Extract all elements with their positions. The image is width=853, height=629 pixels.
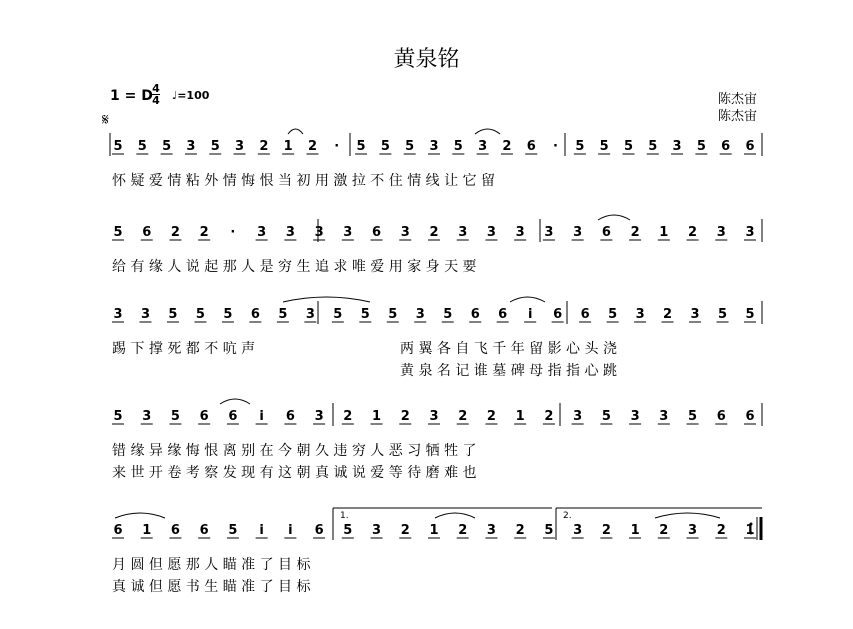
note: 3 <box>142 409 152 424</box>
note: 5 <box>696 139 706 154</box>
note: 5 <box>210 139 220 154</box>
note: 2 <box>486 409 496 424</box>
note: 5 <box>599 139 609 154</box>
note: 6 <box>142 225 152 240</box>
note: 3 <box>544 225 554 240</box>
lyric-line-1: 怀 疑 爱 情 粘 外 情 悔 恨 当 初 用 激 拉 不 住 情 线 让 它 留 <box>112 173 496 189</box>
note: 3 <box>415 307 425 322</box>
note: 3 <box>305 307 315 322</box>
note: 3 <box>573 225 583 240</box>
note: 5 <box>380 139 390 154</box>
lyric-line-1: 月 圆 但 愿 那 人 瞄 准 了 目 标 <box>112 557 311 573</box>
note: 2 <box>343 409 353 424</box>
note: 3 <box>186 139 196 154</box>
note: 6 <box>498 307 508 322</box>
note: 5 <box>170 409 180 424</box>
note: 2 <box>199 225 209 240</box>
note: 3 <box>235 139 245 154</box>
note: 2 <box>663 307 673 322</box>
note: 3 <box>745 225 755 240</box>
note: 2 <box>601 523 611 538</box>
note: 6 <box>113 523 123 538</box>
note: 5 <box>113 139 123 154</box>
lyric-line-1: 给 有 缘 人 说 起 那 人 是 穷 生 追 求 唯 爱 用 家 身 天 要 <box>112 259 477 275</box>
note: 6 <box>601 225 611 240</box>
note: 1 <box>515 409 525 424</box>
note: 1 <box>142 523 152 538</box>
note: 6 <box>199 523 209 538</box>
note: 2 <box>170 225 180 240</box>
note: 5 <box>688 409 698 424</box>
note: 2 <box>515 523 525 538</box>
lyric-line-1: 错 缘 异 缘 悔 恨 离 别 在 今 朝 久 违 穷 人 恶 习 牺 牲 了 <box>112 443 477 459</box>
note: i <box>259 523 264 538</box>
note: 3 <box>688 523 698 538</box>
note: 3 <box>690 307 700 322</box>
note: 2 <box>400 409 410 424</box>
note: 3 <box>429 139 439 154</box>
note: 5 <box>113 409 123 424</box>
note: 6 <box>745 409 755 424</box>
note: 5 <box>356 139 366 154</box>
note: 5 <box>343 523 353 538</box>
note: · <box>553 139 559 154</box>
note: 2 <box>458 523 468 538</box>
note: 6 <box>716 409 726 424</box>
note: 3 <box>400 225 410 240</box>
note: 5 <box>168 307 178 322</box>
note: 6 <box>721 139 731 154</box>
lyric-line-1: 踢 下 撑 死 都 不 吭 声 <box>112 341 256 357</box>
note: i <box>527 307 533 322</box>
note: 5 <box>333 307 343 322</box>
note: 5 <box>648 139 658 154</box>
note: i <box>259 409 264 424</box>
note: 3 <box>285 225 295 240</box>
note: 5 <box>137 139 147 154</box>
time-top: 4 <box>152 82 160 95</box>
note: 3 <box>113 307 123 322</box>
note: 6 <box>470 307 480 322</box>
note: 1 <box>429 523 439 538</box>
note: 5 <box>453 139 463 154</box>
time-bottom: 4 <box>152 94 160 107</box>
note: 2 <box>307 139 317 154</box>
note: 5 <box>195 307 205 322</box>
segno-icon: 𝄋 <box>102 110 109 129</box>
note: 3 <box>478 139 488 154</box>
note: 2 <box>688 225 698 240</box>
note: 2 <box>659 523 669 538</box>
note: 1 <box>745 523 755 538</box>
note: 5 <box>388 307 398 322</box>
lyric-line-2b: 黄 泉 名 记 谁 墓 碑 母 指 指 心 跳 <box>400 363 617 379</box>
volta-1-label: 1. <box>340 511 349 521</box>
note: 5 <box>278 307 288 322</box>
composer: 陈杰宙 <box>718 92 758 107</box>
note: 5 <box>608 307 618 322</box>
lyric-line-2: 真 诚 但 愿 书 生 瞄 准 了 目 标 <box>112 579 311 595</box>
note: 5 <box>623 139 633 154</box>
note: 3 <box>458 225 468 240</box>
note: 3 <box>314 225 324 240</box>
note: 1 <box>283 139 293 154</box>
note: 6 <box>372 225 382 240</box>
note: 6 <box>250 307 260 322</box>
tempo-value: =100 <box>177 89 210 102</box>
note: 6 <box>314 523 324 538</box>
quarter-note-icon: ♩ <box>172 89 178 102</box>
page-title: 黄泉铭 <box>393 47 460 72</box>
lyricist: 陈杰宙 <box>718 109 758 124</box>
note: 1 <box>372 409 382 424</box>
note: 3 <box>573 523 583 538</box>
note: 2 <box>630 225 640 240</box>
note: 3 <box>486 523 496 538</box>
note: 5 <box>745 307 755 322</box>
note: 6 <box>228 409 238 424</box>
lyric-line-2: 来 世 开 卷 考 察 发 现 有 这 朝 真 诚 说 爱 等 待 磨 难 也 <box>112 465 477 481</box>
note: · <box>334 139 340 154</box>
note: 2 <box>502 139 512 154</box>
note: 3 <box>635 307 645 322</box>
note: 3 <box>314 409 324 424</box>
note: 3 <box>630 409 640 424</box>
key-label: 1 = D <box>110 88 153 104</box>
note: 5 <box>228 523 238 538</box>
note: 6 <box>285 409 295 424</box>
note: 2 <box>400 523 410 538</box>
note: 3 <box>659 409 669 424</box>
note: 5 <box>360 307 370 322</box>
note: 2 <box>259 139 269 154</box>
note: 5 <box>544 523 554 538</box>
note: 3 <box>716 225 726 240</box>
note: 3 <box>257 225 267 240</box>
volta-2-label: 2. <box>563 511 572 521</box>
note: 2 <box>429 225 439 240</box>
note: 2 <box>458 409 468 424</box>
note: 5 <box>223 307 233 322</box>
note: · <box>230 225 236 240</box>
note: 5 <box>717 307 728 322</box>
note: 1 <box>630 523 640 538</box>
note: 6 <box>553 307 563 322</box>
note: 6 <box>199 409 209 424</box>
note: 6 <box>745 139 755 154</box>
note: 3 <box>429 409 439 424</box>
note: 5 <box>601 409 611 424</box>
note: 5 <box>162 139 172 154</box>
note: 3 <box>140 307 151 322</box>
note: 1 <box>659 225 669 240</box>
note: 3 <box>486 225 496 240</box>
note: 6 <box>580 307 590 322</box>
note: 3 <box>372 523 382 538</box>
note: 5 <box>575 139 585 154</box>
note: 2 <box>716 523 726 538</box>
note: 5 <box>405 139 415 154</box>
note: 6 <box>170 523 180 538</box>
note: 3 <box>573 409 583 424</box>
note: i <box>288 523 293 538</box>
note: 6 <box>526 139 536 154</box>
note: 5 <box>113 225 123 240</box>
note: 2 <box>544 409 554 424</box>
note: 3 <box>515 225 525 240</box>
note: 3 <box>343 225 353 240</box>
note: 5 <box>443 307 453 322</box>
lyric-line-1b: 两 翼 各 自 飞 千 年 留 影 心 头 浇 <box>400 341 617 357</box>
note: 3 <box>672 139 682 154</box>
